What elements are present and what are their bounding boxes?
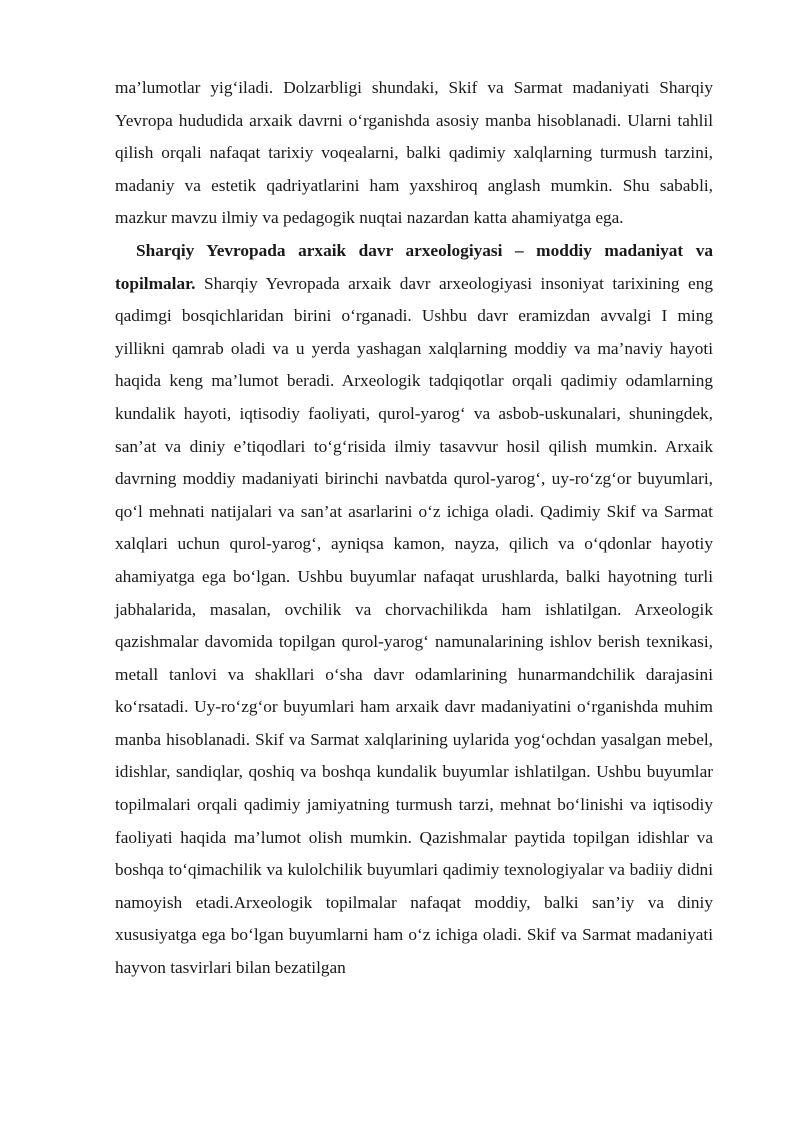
paragraph-intro-continuation: ma’lumotlar yig‘iladi. Dolzarbligi shundaki, Skif va Sarmat madaniyati Sharqiy Yevropa hududida arxaik davrni o‘rganishda asosiy manba hisoblanadi. Ularni tahlil qilish orqali nafaqat tarixiy voqealarni, balki qadimiy xalqlarning turmush tarzini, madaniy va estetik qadriyatlarini ham yaxshiroq anglash mumkin. Shu sababli, mazkur mavzu ilmiy va pedagogik nuqtai nazardan katta ahamiyatga ega. <box>115 78 713 228</box>
paragraph-body: Sharqiy Yevropada arxaik davr arxeologiyasi insoniyat tarixining eng qadimgi bosqichlaridan birini o‘rganadi. Ushbu davr eramizdan avvalgi I ming yillikni qamrab oladi va u yerda yashagan xalqlarning moddiy va ma’naviy hayoti haqida keng ma’lumot beradi. Arxeologik tadqiqotlar orqali qadimiy odamlarning kundalik hayoti, iqtisodiy faoliyati, qurol-yarog‘ va asbob-uskunalari, shuningdek, san’at va diniy e’tiqodlari to‘g‘risida ilmiy tasavvur hosil qilish mumkin. Arxaik davrning moddiy madaniyati birinchi navbatda qurol-yarog‘, uy-ro‘zg‘or buyumlari, qo‘l mehnati natijalari va san’at asarlarini o‘z ichiga oladi. Qadimiy Skif va Sarmat xalqlari uchun qurol-yarog‘, ayniqsa kamon, nayza, qilich va o‘qdonlar hayotiy ahamiyatga ega bo‘lgan. Ushbu buyumlar nafaqat urushlarda, balki hayotning turli jabhalarida, masalan, ovchilik va chorvachilikda ham ishlatilgan. Arxeologik qazishmalar davomida topilgan qurol-yarog‘ namunalarining ishlov berish texnikasi, metall tanlovi va shakllari o‘sha davr odamlarining hunarmandchilik darajasini ko‘rsatadi. Uy-ro‘zg‘or buyumlari ham arxaik davr madaniyatini o‘rganishda muhim manba hisoblanadi. Skif va Sarmat xalqlarining uylarida yog‘ochdan yasalgan mebel, idishlar, sandiqlar, qoshiq va boshqa kundalik buyumlar ishlatilgan. Ushbu buyumlar topilmalari orqali qadimiy jamiyatning turmush tarzi, mehnat bo‘linishi va iqtisodiy faoliyati haqida ma’lumot olish mumkin. Qazishmalar paytida topilgan idishlar va boshqa to‘qimachilik va kulolchilik buyumlari qadimiy texnologiyalar va badiiy didni namoyish etadi.Arxeologik topilmalar nafaqat moddiy, balki san’iy va diniy xususiyatga ega bo‘lgan buyumlarni ham o‘z ichiga oladi. Skif va Sarmat madaniyati hayvon tasvirlari bilan bezatilgan <box>115 273 713 978</box>
paragraph-archaic-archaeology <box>115 235 713 985</box>
section-heading: Sharqiy Yevropada arxaik davr arxeologiyasi – moddiy madaniyat va topilmalar. <box>115 240 713 293</box>
document-page <box>115 72 713 985</box>
